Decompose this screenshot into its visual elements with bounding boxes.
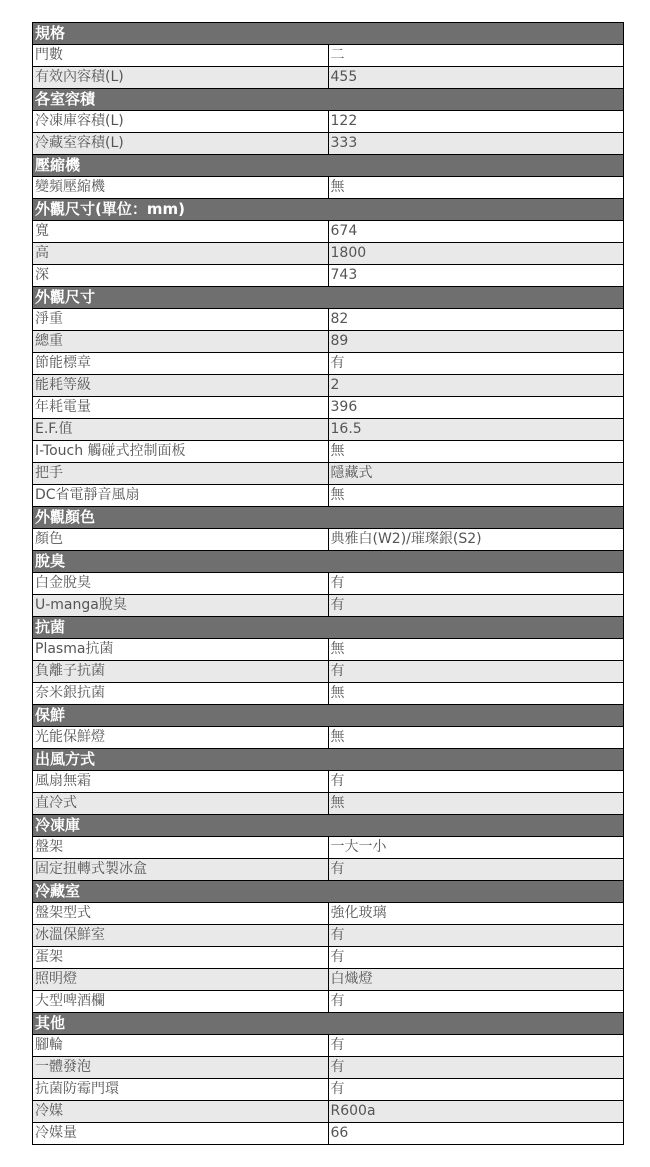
spec-label: 總重 bbox=[33, 331, 329, 353]
spec-label: 盤架型式 bbox=[33, 903, 329, 925]
spec-value: 有 bbox=[328, 573, 624, 595]
spec-value: 16.5 bbox=[328, 419, 624, 441]
spec-label: DC省電靜音風扇 bbox=[33, 485, 329, 507]
spec-value: 有 bbox=[328, 595, 624, 617]
spec-label: 直冷式 bbox=[33, 793, 329, 815]
spec-value: 隱藏式 bbox=[328, 463, 624, 485]
section-title: 外觀顏色 bbox=[33, 507, 624, 529]
section-title: 壓縮機 bbox=[33, 155, 624, 177]
section-header bbox=[33, 881, 624, 903]
spec-row bbox=[33, 1035, 624, 1057]
spec-value: 1800 bbox=[328, 243, 624, 265]
spec-label: I-Touch 觸碰式控制面板 bbox=[33, 441, 329, 463]
spec-value: 743 bbox=[328, 265, 624, 287]
spec-label: 冷藏室容積(L) bbox=[33, 133, 329, 155]
spec-label: 冰溫保鮮室 bbox=[33, 925, 329, 947]
spec-value: 無 bbox=[328, 441, 624, 463]
spec-value: 無 bbox=[328, 177, 624, 199]
spec-row bbox=[33, 969, 624, 991]
spec-row bbox=[33, 221, 624, 243]
spec-row bbox=[33, 661, 624, 683]
spec-table bbox=[32, 22, 624, 1145]
section-header bbox=[33, 815, 624, 837]
spec-row bbox=[33, 243, 624, 265]
section-title: 冷藏室 bbox=[33, 881, 624, 903]
section-title: 脫臭 bbox=[33, 551, 624, 573]
spec-label: Plasma抗菌 bbox=[33, 639, 329, 661]
section-title: 其他 bbox=[33, 1013, 624, 1035]
section-header bbox=[33, 89, 624, 111]
spec-label: 冷媒量 bbox=[33, 1123, 329, 1145]
spec-row bbox=[33, 375, 624, 397]
spec-label: 能耗等級 bbox=[33, 375, 329, 397]
spec-row bbox=[33, 265, 624, 287]
spec-value: 有 bbox=[328, 947, 624, 969]
spec-row bbox=[33, 859, 624, 881]
spec-row bbox=[33, 177, 624, 199]
spec-value: 強化玻璃 bbox=[328, 903, 624, 925]
spec-value: 有 bbox=[328, 991, 624, 1013]
section-title: 外觀尺寸(單位：mm) bbox=[33, 199, 624, 221]
spec-label: 盤架 bbox=[33, 837, 329, 859]
spec-row bbox=[33, 1123, 624, 1145]
spec-row bbox=[33, 419, 624, 441]
spec-value: 有 bbox=[328, 1057, 624, 1079]
spec-value: 396 bbox=[328, 397, 624, 419]
spec-label: U-manga脫臭 bbox=[33, 595, 329, 617]
spec-value: 無 bbox=[328, 485, 624, 507]
spec-row bbox=[33, 111, 624, 133]
spec-row bbox=[33, 441, 624, 463]
spec-value: 455 bbox=[328, 67, 624, 89]
spec-row bbox=[33, 573, 624, 595]
section-header bbox=[33, 287, 624, 309]
spec-label: 風扇無霜 bbox=[33, 771, 329, 793]
section-title: 各室容積 bbox=[33, 89, 624, 111]
spec-row bbox=[33, 1079, 624, 1101]
spec-table-body bbox=[33, 23, 624, 1145]
section-title: 外觀尺寸 bbox=[33, 287, 624, 309]
spec-label: 蛋架 bbox=[33, 947, 329, 969]
spec-label: 奈米銀抗菌 bbox=[33, 683, 329, 705]
section-header bbox=[33, 617, 624, 639]
spec-value: 二 bbox=[328, 45, 624, 67]
spec-value: 有 bbox=[328, 1079, 624, 1101]
spec-value: 2 bbox=[328, 375, 624, 397]
spec-row bbox=[33, 133, 624, 155]
spec-label: 把手 bbox=[33, 463, 329, 485]
spec-row bbox=[33, 331, 624, 353]
spec-row bbox=[33, 771, 624, 793]
spec-row bbox=[33, 639, 624, 661]
spec-label: 腳輪 bbox=[33, 1035, 329, 1057]
spec-value: 無 bbox=[328, 793, 624, 815]
spec-label: 光能保鮮燈 bbox=[33, 727, 329, 749]
section-header bbox=[33, 705, 624, 727]
spec-row bbox=[33, 45, 624, 67]
spec-label: 白金脫臭 bbox=[33, 573, 329, 595]
spec-row bbox=[33, 309, 624, 331]
spec-value: 無 bbox=[328, 639, 624, 661]
section-header bbox=[33, 199, 624, 221]
spec-label: 節能標章 bbox=[33, 353, 329, 375]
spec-label: 深 bbox=[33, 265, 329, 287]
section-title: 出風方式 bbox=[33, 749, 624, 771]
spec-label: 高 bbox=[33, 243, 329, 265]
spec-label: 大型啤酒欄 bbox=[33, 991, 329, 1013]
spec-label: 照明燈 bbox=[33, 969, 329, 991]
spec-row bbox=[33, 595, 624, 617]
spec-value: 有 bbox=[328, 771, 624, 793]
spec-row bbox=[33, 1057, 624, 1079]
spec-row bbox=[33, 67, 624, 89]
spec-value: 典雅白(W2)/璀璨銀(S2) bbox=[328, 529, 624, 551]
spec-value: 89 bbox=[328, 331, 624, 353]
spec-row bbox=[33, 353, 624, 375]
spec-value: 有 bbox=[328, 1035, 624, 1057]
spec-row bbox=[33, 397, 624, 419]
spec-value: 無 bbox=[328, 727, 624, 749]
spec-row bbox=[33, 529, 624, 551]
section-header bbox=[33, 507, 624, 529]
spec-row bbox=[33, 485, 624, 507]
spec-label: 寬 bbox=[33, 221, 329, 243]
spec-value: 白熾燈 bbox=[328, 969, 624, 991]
spec-value: 674 bbox=[328, 221, 624, 243]
section-title: 冷凍庫 bbox=[33, 815, 624, 837]
spec-row bbox=[33, 925, 624, 947]
spec-label: 負離子抗菌 bbox=[33, 661, 329, 683]
spec-row bbox=[33, 727, 624, 749]
spec-value: R600a bbox=[328, 1101, 624, 1123]
spec-label: 抗菌防霉門環 bbox=[33, 1079, 329, 1101]
spec-row bbox=[33, 903, 624, 925]
spec-value: 有 bbox=[328, 859, 624, 881]
spec-row bbox=[33, 1101, 624, 1123]
spec-value: 122 bbox=[328, 111, 624, 133]
spec-value: 一大一小 bbox=[328, 837, 624, 859]
spec-row bbox=[33, 793, 624, 815]
section-title: 保鮮 bbox=[33, 705, 624, 727]
section-header bbox=[33, 749, 624, 771]
section-header bbox=[33, 551, 624, 573]
spec-label: 顏色 bbox=[33, 529, 329, 551]
spec-row bbox=[33, 837, 624, 859]
spec-value: 82 bbox=[328, 309, 624, 331]
section-title: 規格 bbox=[33, 23, 624, 45]
spec-value: 66 bbox=[328, 1123, 624, 1145]
spec-label: 冷媒 bbox=[33, 1101, 329, 1123]
spec-label: 冷凍庫容積(L) bbox=[33, 111, 329, 133]
spec-label: 門數 bbox=[33, 45, 329, 67]
spec-value: 有 bbox=[328, 353, 624, 375]
section-header bbox=[33, 155, 624, 177]
spec-label: 變頻壓縮機 bbox=[33, 177, 329, 199]
spec-value: 333 bbox=[328, 133, 624, 155]
spec-row bbox=[33, 991, 624, 1013]
spec-label: 一體發泡 bbox=[33, 1057, 329, 1079]
spec-label: 有效內容積(L) bbox=[33, 67, 329, 89]
section-header bbox=[33, 1013, 624, 1035]
spec-value: 有 bbox=[328, 661, 624, 683]
spec-label: 淨重 bbox=[33, 309, 329, 331]
spec-row bbox=[33, 683, 624, 705]
spec-row bbox=[33, 463, 624, 485]
spec-label: E.F.值 bbox=[33, 419, 329, 441]
section-header bbox=[33, 23, 624, 45]
spec-value: 有 bbox=[328, 925, 624, 947]
spec-label: 年耗電量 bbox=[33, 397, 329, 419]
spec-row bbox=[33, 947, 624, 969]
spec-value: 無 bbox=[328, 683, 624, 705]
section-title: 抗菌 bbox=[33, 617, 624, 639]
spec-label: 固定扭轉式製冰盒 bbox=[33, 859, 329, 881]
